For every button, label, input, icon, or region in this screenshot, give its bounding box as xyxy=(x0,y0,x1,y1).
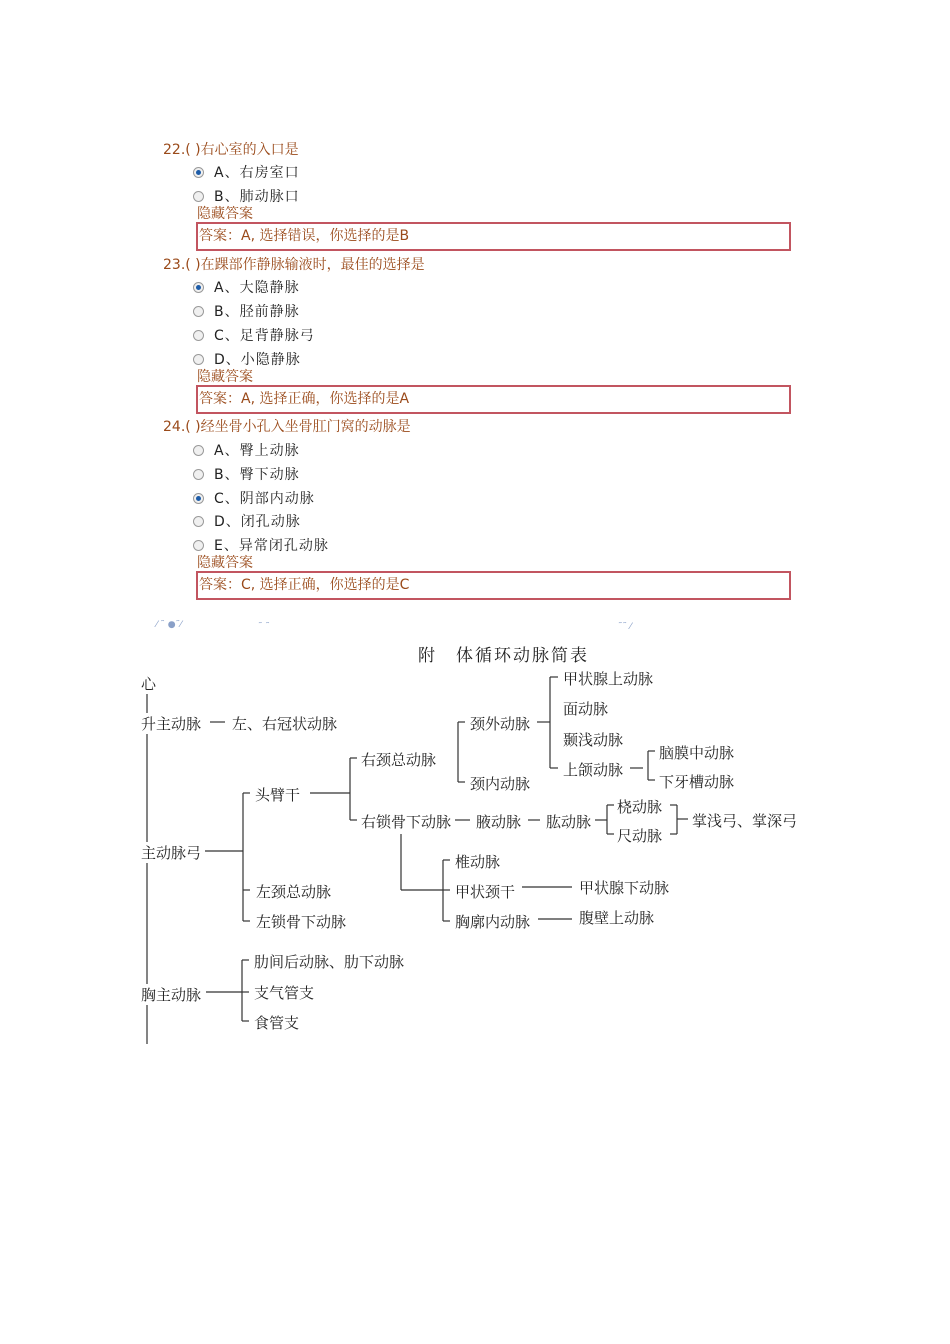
node-superior-epigastric: 腹壁上动脉 xyxy=(579,909,655,927)
node-heart: 心 xyxy=(141,675,157,693)
node-inferior-alveolar: 下牙槽动脉 xyxy=(659,773,735,791)
node-thoracic-aorta: 胸主动脉 xyxy=(141,986,202,1004)
option-label: A、大隐静脉 xyxy=(214,280,300,296)
question-22-title: 22.( )右心室的入口是 xyxy=(163,142,299,158)
option-label: E、异常闭孔动脉 xyxy=(214,538,329,554)
option-label: C、阴部内动脉 xyxy=(214,491,315,507)
node-internal-carotid: 颈内动脉 xyxy=(470,775,531,793)
node-internal-thoracic: 胸廓内动脉 xyxy=(455,913,531,931)
node-facial: 面动脉 xyxy=(563,700,609,718)
node-vertebral: 椎动脉 xyxy=(455,853,501,871)
node-bronchial: 支气管支 xyxy=(254,984,315,1002)
node-brachiocephalic: 头臂干 xyxy=(255,786,301,804)
node-radial: 桡动脉 xyxy=(617,798,663,816)
node-left-common-carotid: 左颈总动脉 xyxy=(256,883,332,901)
node-left-subclavian: 左锁骨下动脉 xyxy=(256,913,347,931)
question-23-title: 23.( )在踝部作静脉输液时，最佳的选择是 xyxy=(163,257,425,273)
node-thyrocervical: 甲状颈干 xyxy=(455,883,516,901)
option-label: C、足背静脉弓 xyxy=(214,328,315,344)
node-external-carotid: 颈外动脉 xyxy=(470,715,531,733)
node-superior-thyroid: 甲状腺上动脉 xyxy=(563,670,654,688)
option-label: D、小隐静脉 xyxy=(214,352,301,368)
node-ulnar: 尺动脉 xyxy=(617,827,663,845)
node-brachial: 肱动脉 xyxy=(546,813,592,831)
option-label: B、臀下动脉 xyxy=(214,467,300,483)
node-intercostal: 肋间后动脉、肋下动脉 xyxy=(254,953,405,971)
node-esophageal: 食管支 xyxy=(254,1014,300,1032)
node-maxillary: 上颌动脉 xyxy=(563,761,624,779)
node-right-common-carotid: 右颈总动脉 xyxy=(361,751,437,769)
node-axillary: 腋动脉 xyxy=(476,813,522,831)
hide-answer-link[interactable]: 隐藏答案 xyxy=(197,555,253,571)
option-label: D、闭孔动脉 xyxy=(214,514,301,530)
node-right-subclavian: 右锁骨下动脉 xyxy=(361,813,452,831)
scan-artifact: ⁄ ˜ ●˜⁄ xyxy=(156,620,182,630)
hide-answer-link[interactable]: 隐藏答案 xyxy=(197,206,253,222)
question-24-title: 24.( )经坐骨小孔入坐骨肛门窝的动脉是 xyxy=(163,419,411,435)
option-label: B、肺动脉口 xyxy=(214,189,300,205)
node-coronary: 左、右冠状动脉 xyxy=(232,715,338,733)
scan-artifact: ˜˜ ⁄ xyxy=(618,622,632,632)
option-label: A、右房室口 xyxy=(214,165,300,181)
answer-text: 答案：A, 选择错误，你选择的是B xyxy=(199,228,410,244)
node-ascending-aorta: 升主动脉 xyxy=(141,715,202,733)
option-label: A、臀上动脉 xyxy=(214,443,300,459)
node-middle-meningeal: 脑膜中动脉 xyxy=(659,744,735,762)
tree-title: 附 体循环动脉简表 xyxy=(418,646,589,666)
answer-text: 答案：A, 选择正确，你选择的是A xyxy=(199,391,410,407)
scan-artifact: ˜ ˜ xyxy=(258,622,270,632)
node-superficial-temporal: 颞浅动脉 xyxy=(563,731,624,749)
option-label: B、胫前静脉 xyxy=(214,304,300,320)
node-aortic-arch: 主动脉弓 xyxy=(141,844,202,862)
answer-text: 答案：C, 选择正确，你选择的是C xyxy=(199,577,410,593)
node-inferior-thyroid: 甲状腺下动脉 xyxy=(579,879,670,897)
node-palmar-arches: 掌浅弓、掌深弓 xyxy=(692,812,798,830)
hide-answer-link[interactable]: 隐藏答案 xyxy=(197,369,253,385)
